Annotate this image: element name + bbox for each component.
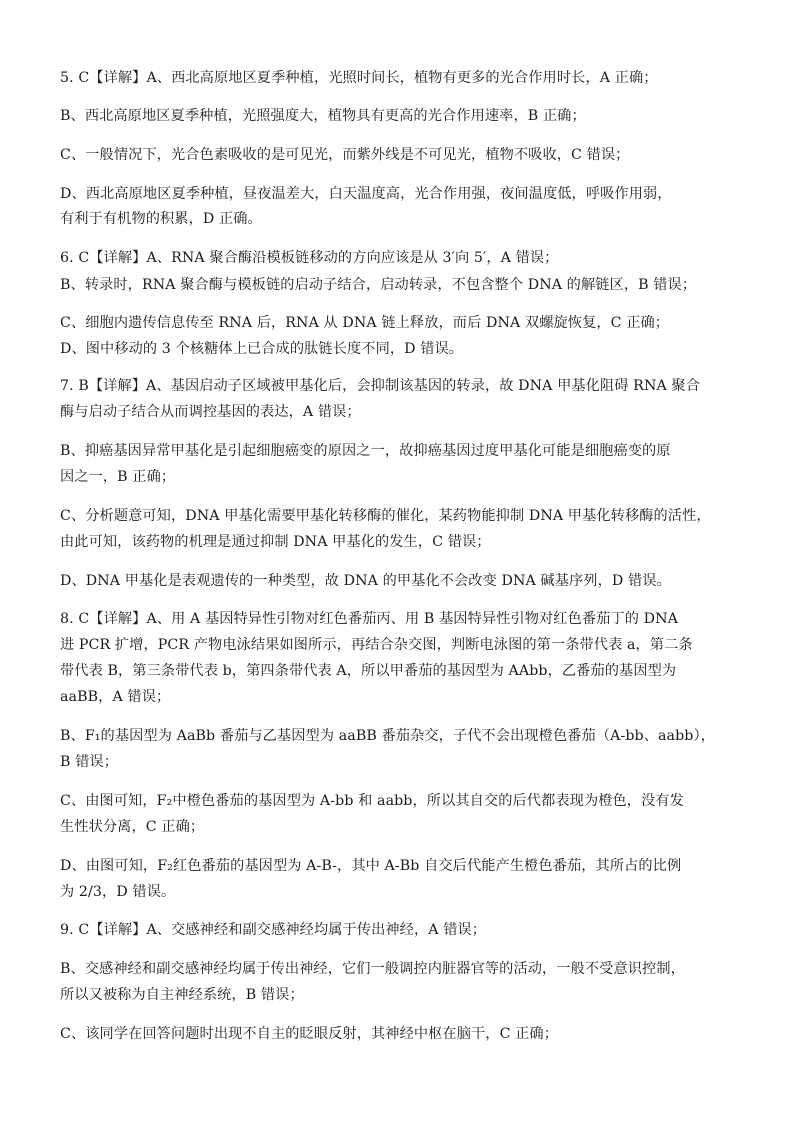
text-line: 8. C【详解】A、用 A 基因特异性引物对红色番茄丙、用 B 基因特异性引物对红色番茄丁的 DNA [60, 611, 678, 627]
text-line: B、西北高原地区夏季种植，光照强度大，植物具有更高的光合作用速率，B 正确； [60, 108, 586, 124]
text-line: B、转录时，RNA 聚合酶与模板链的启动子结合，启动转录，不包含整个 DNA 的解链区，B 错误； [60, 277, 697, 293]
text-line: 酶与启动子结合从而调控基因的表达，A 错误； [60, 404, 361, 420]
text-line: C、细胞内遗传信息传至 RNA 后，RNA 从 DNA 链上释放，而后 DNA 双螺旋恢复，C 正确； [60, 315, 670, 331]
text-line: B、抑癌基因异常甲基化是引起细胞癌变的原因之一，故抑癌基因过度甲基化可能是细胞癌变的原 [60, 443, 671, 459]
text-line: D、西北高原地区夏季种植，昼夜温差大，白天温度高，光合作用强，夜间温度低，呼吸作用弱， [60, 186, 672, 202]
text-line: C、由图可知，F₂中橙色番茄的基因型为 A-bb 和 aabb，所以其自交的后代都表现为橙色，没有发 [60, 793, 684, 809]
text-line: 有利于有机物的积累，D 正确。 [60, 211, 262, 227]
text-line: 由此可知，该药物的机理是通过抑制 DNA 甲基化的发生，C 错误； [60, 534, 491, 550]
text-line: C、一般情况下，光合色素吸收的是可见光，而紫外线是不可见光，植物不吸收，C 错误； [60, 147, 630, 163]
text-line: 9. C【详解】A、交感神经和副交感神经均属于传出神经，A 错误； [60, 922, 487, 938]
text-line: B 错误； [60, 754, 118, 770]
text-line: 生性状分离，C 正确； [60, 819, 205, 835]
text-line: D、由图可知，F₂红色番茄的基因型为 A-B-，其中 A-Bb 自交后代能产生橙色番茄，其所占的比例 [60, 858, 682, 874]
text-line: B、F₁的基因型为 AaBb 番茄与乙基因型为 aaBB 番茄杂交，子代不会出现橙色番茄（A-bb、aabb）， [60, 728, 715, 744]
text-line: D、图中移动的 3 个核糖体上已合成的肽链长度不同，D 错误。 [60, 341, 464, 357]
text-line: 进 PCR 扩增，PCR 产物电泳结果如图所示，再结合杂交图，判断电泳图的第一条带代表 a，第二条 [60, 637, 693, 653]
text-line: C、分析题意可知，DNA 甲基化需要甲基化转移酶的催化，某药物能抑制 DNA 甲基化转移酶的活性， [60, 508, 711, 524]
text-line: 7. B【详解】A、基因启动子区域被甲基化后，会抑制该基因的转录，故 DNA 甲基化阻碍 RNA 聚合 [60, 378, 700, 394]
text-line: 为 2/3，D 错误。 [60, 884, 176, 900]
text-line: B、交感神经和副交感神经均属于传出神经，它们一般调控内脏器官等的活动，一般不受意识控制， [60, 961, 685, 977]
text-line: 5. C【详解】A、西北高原地区夏季种植，光照时间长，植物有更多的光合作用时长，A 正确； [60, 70, 658, 86]
text-line: D、DNA 甲基化是表观遗传的一种类型，故 DNA 的甲基化不会改变 DNA 碱基序列，D 错误。 [60, 573, 671, 589]
text-line: 因之一，B 正确； [60, 469, 176, 485]
text-line: 6. C【详解】A、RNA 聚合酶沿模板链移动的方向应该是从 3′向 5′，A 错误； [60, 250, 559, 266]
text-line: 所以又被称为自主神经系统，B 错误； [60, 987, 304, 1003]
text-line: 带代表 B，第三条带代表 b，第四条带代表 A，所以甲番茄的基因型为 AAbb，乙番茄的基因型为 [60, 663, 677, 679]
text-line: C、该同学在回答问题时出现不自主的眨眼反射，其神经中枢在脑干，C 正确； [60, 1026, 559, 1042]
text-line: aaBB，A 错误； [60, 689, 171, 705]
